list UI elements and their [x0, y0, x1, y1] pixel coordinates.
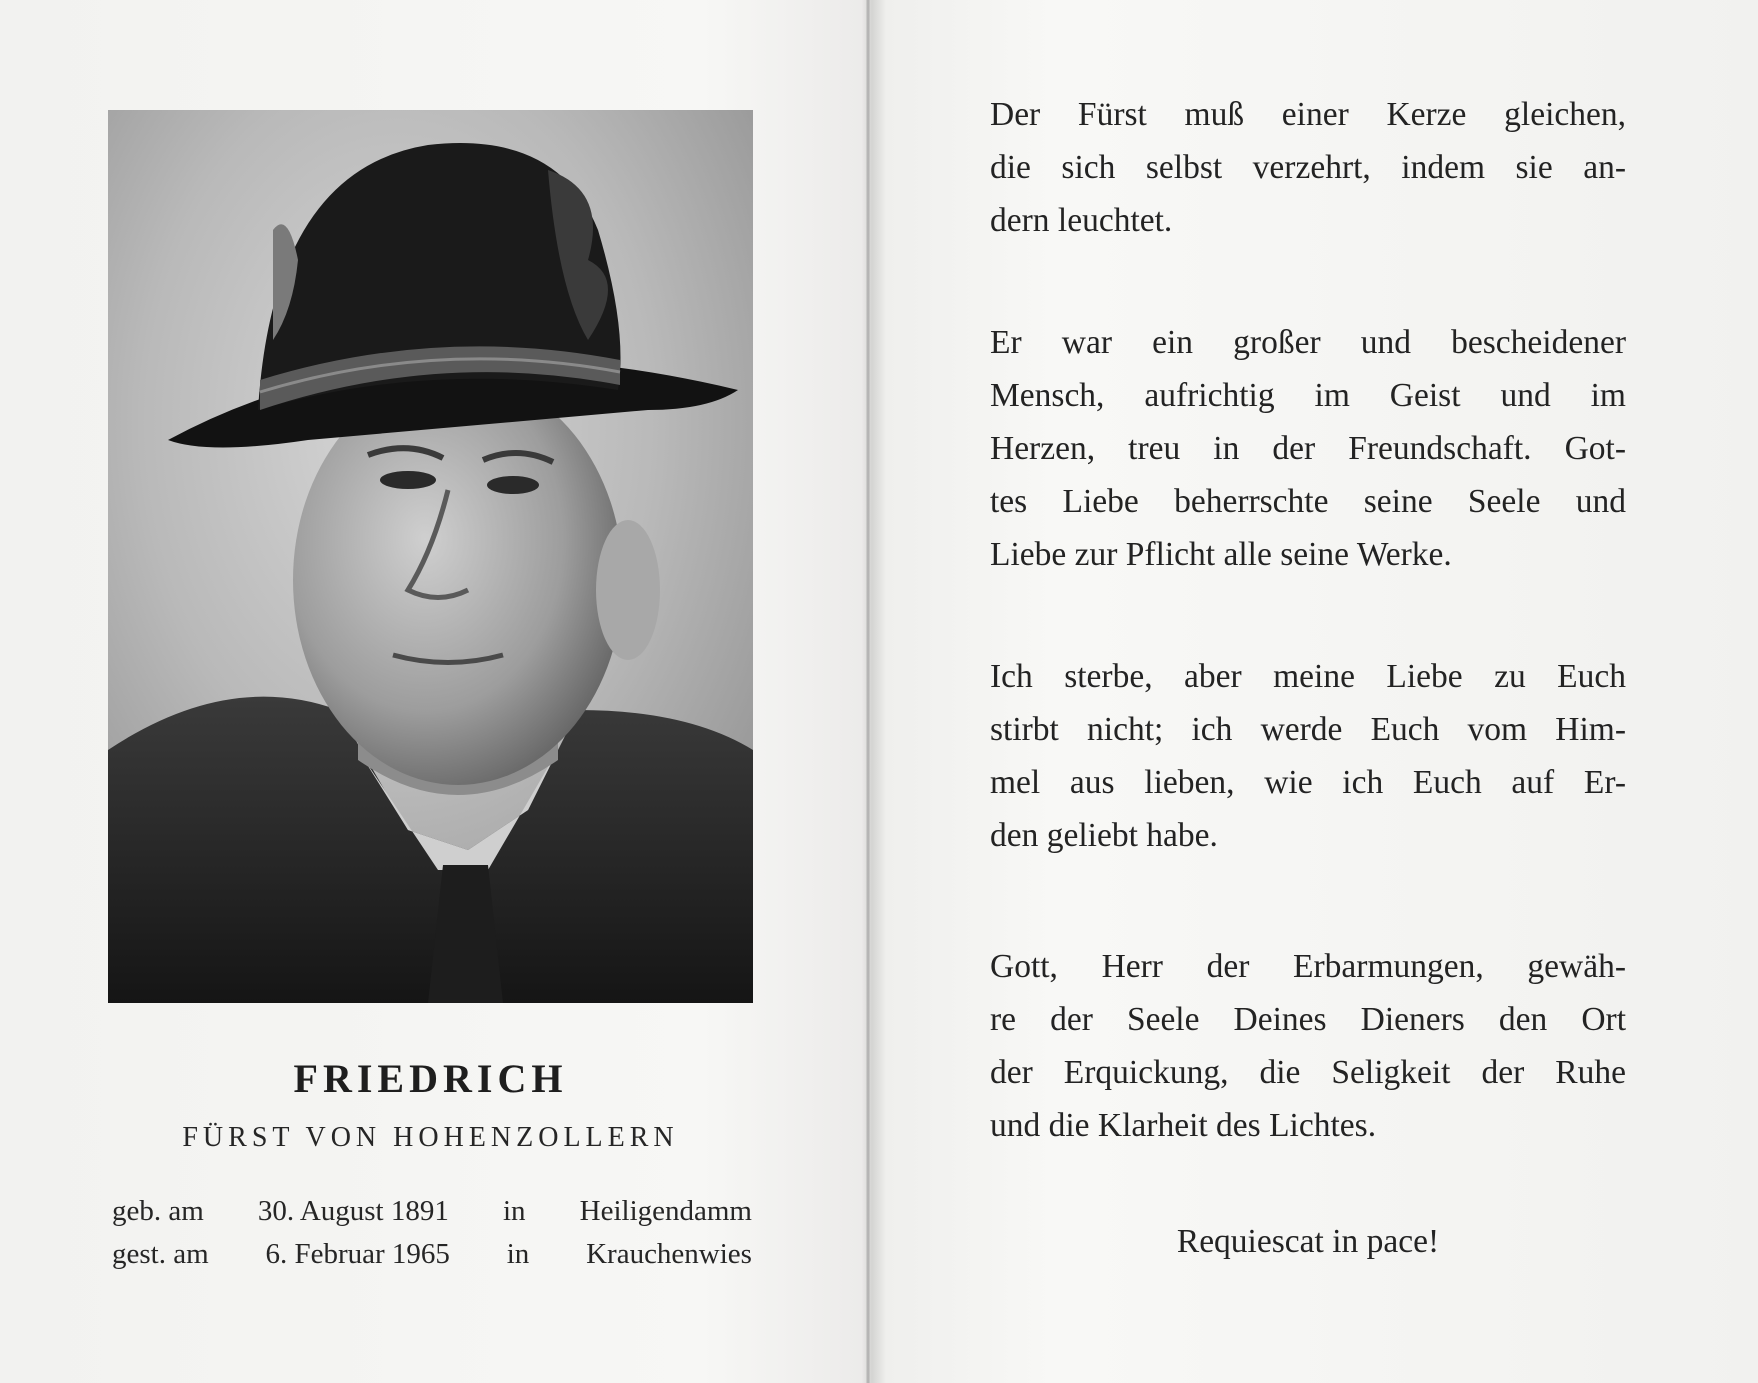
text-line: mel aus lieben, wie ich Euch auf Er-	[990, 764, 1626, 801]
text-line: der Erquickung, die Seligkeit der Ruhe	[990, 1054, 1626, 1091]
death-in: in	[506, 1238, 530, 1270]
text-line: und die Klarheit des Lichtes.	[990, 1107, 1377, 1144]
paragraph-2	[990, 316, 1626, 581]
death-prefix: gest. am	[112, 1238, 209, 1270]
paragraph-3	[990, 650, 1626, 862]
death-date: 6. Februar 1965	[265, 1238, 450, 1270]
text-line: re der Seele Deines Dieners den Ort	[990, 1001, 1626, 1038]
text-line: Ich sterbe, aber meine Liebe zu Euch	[990, 658, 1626, 695]
text-line: stirbt nicht; ich werde Euch vom Him-	[990, 711, 1626, 748]
death-line	[112, 1233, 752, 1276]
birth-prefix: geb. am	[112, 1195, 204, 1227]
portrait-photo	[108, 110, 753, 1003]
paragraph-1	[990, 88, 1626, 247]
text-line: Er war ein großer und bescheidener	[990, 324, 1626, 361]
text-line: tes Liebe beherrschte seine Seele und	[990, 483, 1626, 520]
birth-in: in	[502, 1195, 526, 1227]
text-line: die sich selbst verzehrt, indem sie an-	[990, 149, 1626, 186]
paragraph-4	[990, 940, 1626, 1152]
birth-line	[112, 1190, 752, 1233]
deceased-title: FÜRST VON HOHENZOLLERN	[182, 1122, 679, 1153]
closing-line: Requiescat in pace!	[1176, 1223, 1440, 1260]
left-panel	[0, 0, 866, 1383]
portrait-illustration	[108, 110, 753, 1003]
death-place: Krauchenwies	[586, 1238, 752, 1270]
right-panel	[870, 0, 1758, 1383]
text-line: Der Fürst muß einer Kerze gleichen,	[990, 96, 1626, 133]
text-line: Mensch, aufrichtig im Geist und im	[990, 377, 1626, 414]
deceased-name: FRIEDRICH	[293, 1056, 568, 1101]
text-line: Herzen, treu in der Freundschaft. Got-	[990, 430, 1626, 467]
text-line: den geliebt habe.	[990, 817, 1218, 854]
text-line: Liebe zur Pflicht alle seine Werke.	[990, 536, 1452, 573]
text-line: Gott, Herr der Erbarmungen, gewäh-	[990, 948, 1626, 985]
birth-place: Heiligendamm	[579, 1195, 752, 1227]
text-line: dern leuchtet.	[990, 202, 1173, 239]
birth-date: 30. August 1891	[257, 1195, 449, 1227]
life-dates	[112, 1190, 752, 1276]
